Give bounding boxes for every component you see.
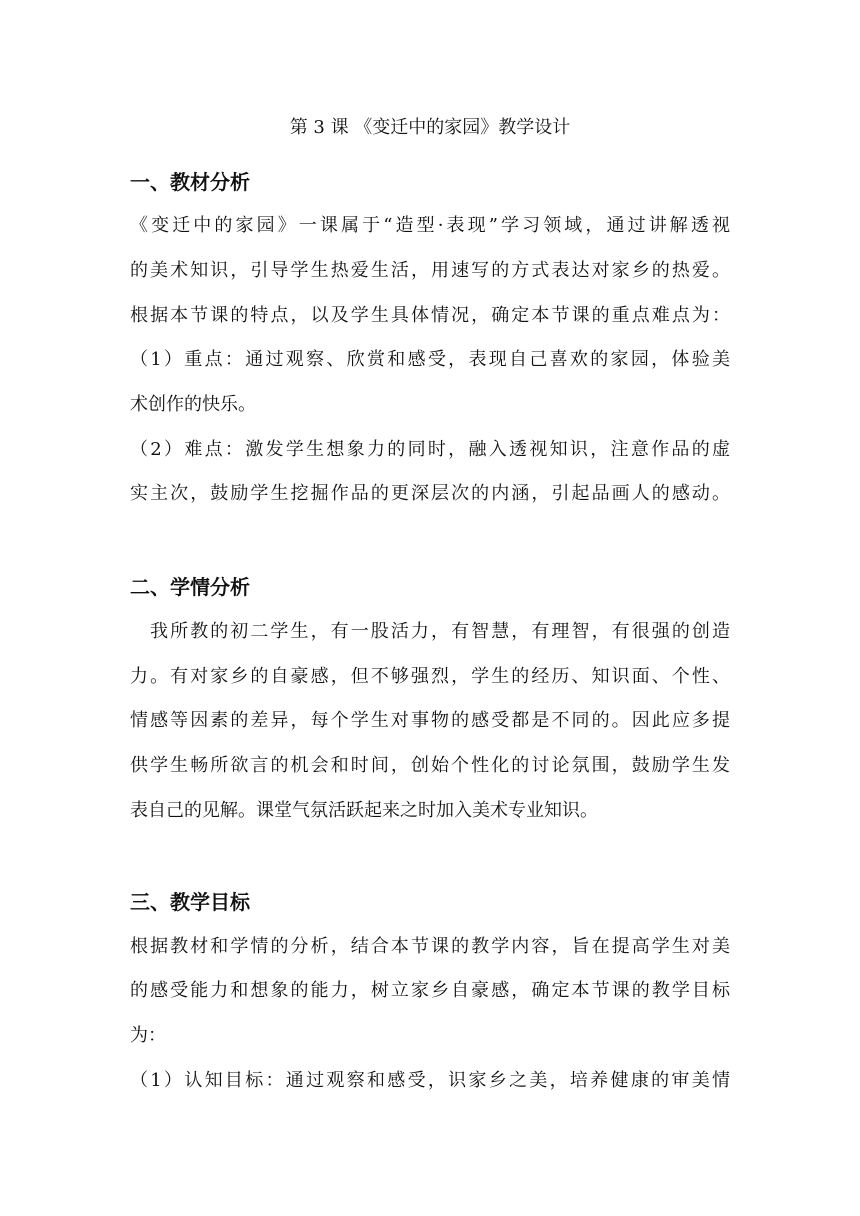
paragraph-line: （1）重点：通过观察、欣赏和感受，表现自己喜欢的家园，体验美 xyxy=(130,349,730,370)
section-heading-learner-analysis: 二、学情分析 xyxy=(130,575,250,599)
section-heading-textbook-analysis: 一、教材分析 xyxy=(130,170,250,194)
paragraph-line: 根据教材和学情的分析，结合本节课的教学内容，旨在提高学生对美 xyxy=(130,936,730,957)
paragraph-line: （2）难点：激发学生想象力的同时，融入透视知识，注意作品的虚 xyxy=(130,439,730,460)
paragraph-line: 的美术知识，引导学生热爱生活，用速写的方式表达对家乡的热爱。 xyxy=(130,260,730,281)
paragraph-line: 为： xyxy=(130,1025,166,1046)
paragraph-line: 术创作的快乐。 xyxy=(130,394,256,415)
paragraph-line: 表自己的见解。课堂气氛活跃起来之时加入美术专业知识。 xyxy=(130,800,598,821)
paragraph-line: 《变迁中的家园》一课属于“造型·表现”学习领域，通过讲解透视 xyxy=(130,215,730,236)
paragraph-line: 供学生畅所欲言的机会和时间，创始个性化的讨论氛围，鼓励学生发 xyxy=(130,755,730,776)
paragraph-line: 我所教的初二学生，有一股活力，有智慧，有理智，有很强的创造 xyxy=(150,621,730,642)
paragraph-line: 的感受能力和想象的能力，树立家乡自豪感，确定本节课的教学目标 xyxy=(130,980,730,1001)
paragraph-line: 情感等因素的差异，每个学生对事物的感受都是不同的。因此应多提 xyxy=(130,710,730,731)
section-heading-teaching-objectives: 三、教学目标 xyxy=(130,890,250,914)
paragraph-line: （1）认知目标：通过观察和感受，识家乡之美，培养健康的审美情 xyxy=(130,1070,730,1091)
document-title: 第 3 课 《变迁中的家园》教学设计 xyxy=(289,117,571,138)
paragraph-line: 根据本节课的特点，以及学生具体情况，确定本节课的重点难点为： xyxy=(130,305,730,326)
paragraph-line: 实主次，鼓励学生挖掘作品的更深层次的内涵，引起品画人的感动。 xyxy=(130,483,730,504)
paragraph-line: 力。有对家乡的自豪感，但不够强烈，学生的经历、知识面、个性、 xyxy=(130,666,730,687)
